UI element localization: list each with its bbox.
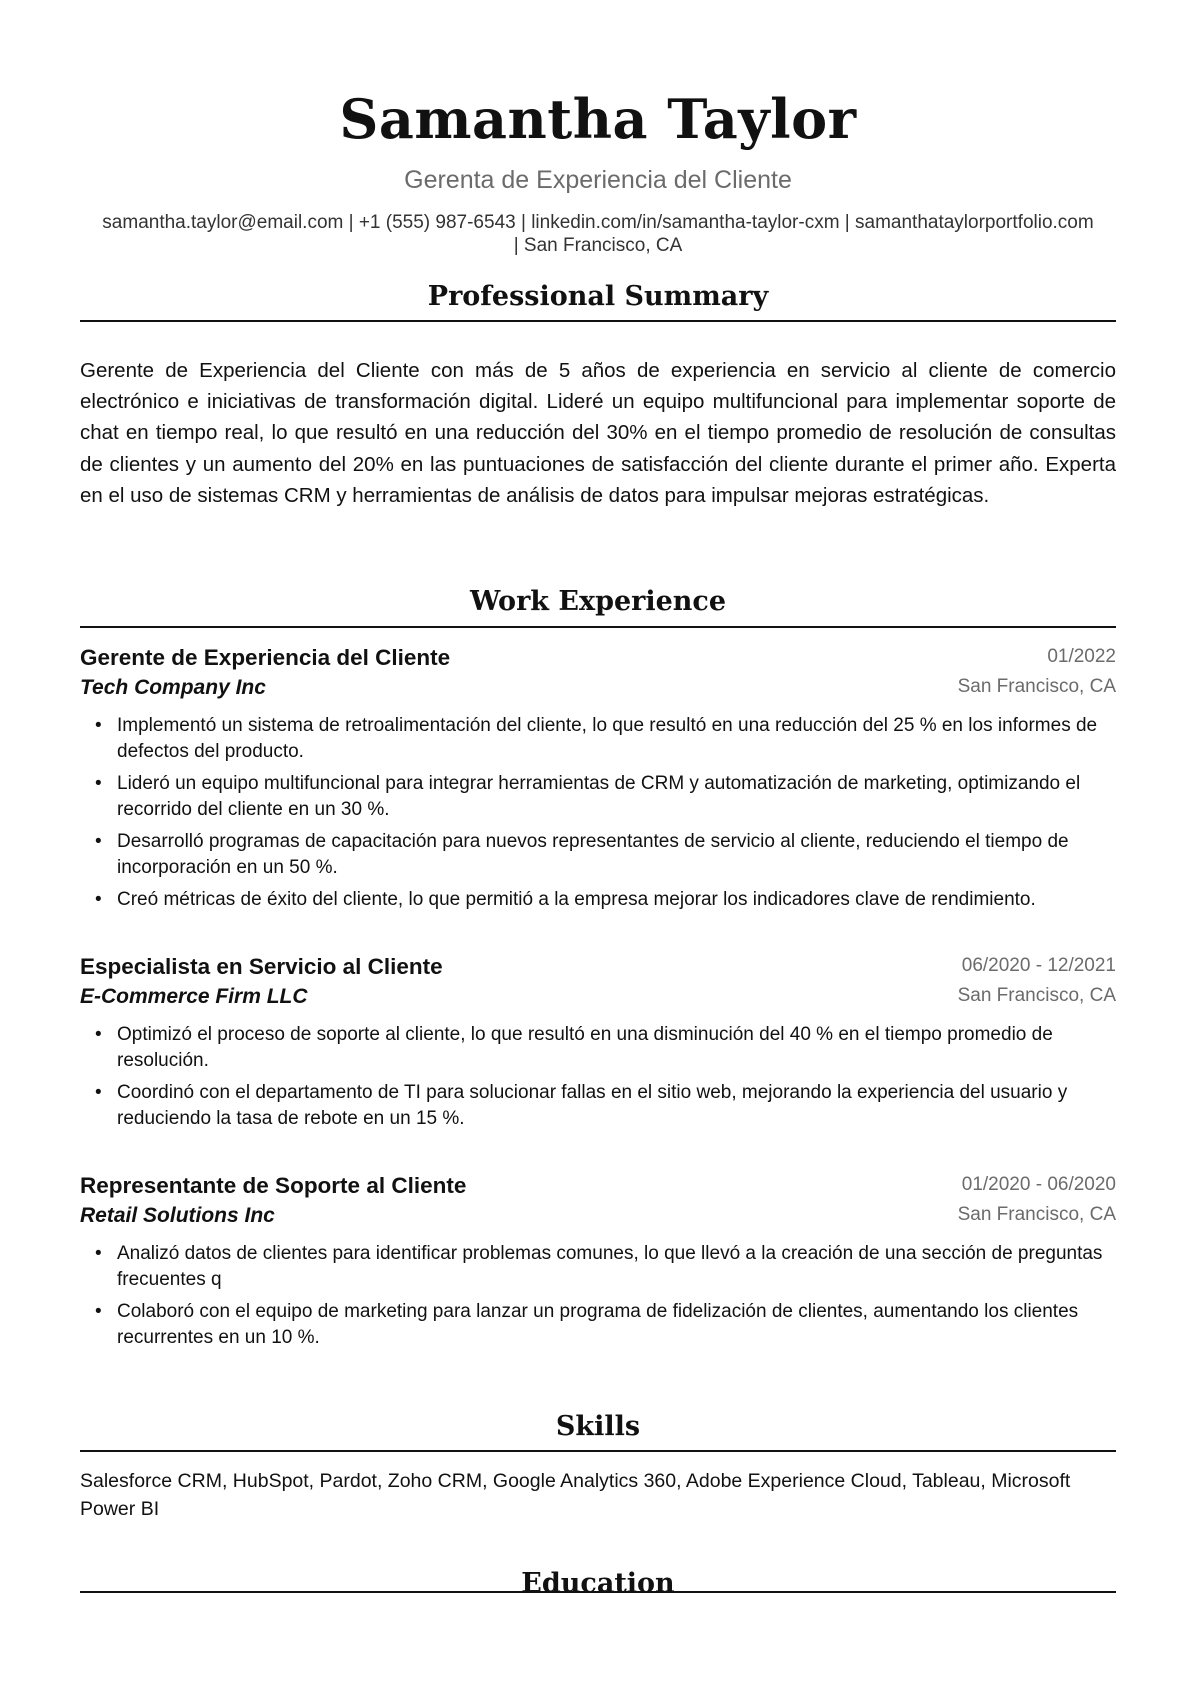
bullet-text: Optimizó el proceso de soporte al cliente, lo que resultó en una disminución del 40 % en el tiempo promedio de resolución. bbox=[117, 1024, 1053, 1071]
job-bullet bbox=[80, 1241, 1116, 1293]
job-date: 06/2020 - 12/2021 bbox=[961, 955, 1116, 976]
section-divider bbox=[80, 1591, 1116, 1593]
job-bullet bbox=[80, 1080, 1116, 1132]
job-location: San Francisco, CA bbox=[957, 1204, 1116, 1225]
job-entry bbox=[80, 1171, 1116, 1357]
job-location: San Francisco, CA bbox=[957, 676, 1116, 697]
section-divider bbox=[80, 626, 1116, 628]
job-date: 01/2022 bbox=[1047, 646, 1116, 667]
bullet-dot-icon: • bbox=[95, 889, 102, 910]
job-bullet bbox=[80, 887, 1116, 913]
job-bullets bbox=[80, 1022, 1116, 1132]
section-title-experience: Work Experience bbox=[469, 586, 727, 617]
contact-info bbox=[80, 211, 1116, 257]
job-title: Especialista en Servicio al Cliente bbox=[80, 954, 443, 979]
section-title-skills: Skills bbox=[555, 1411, 641, 1442]
job-date: 01/2020 - 06/2020 bbox=[961, 1174, 1116, 1195]
bullet-text: Coordinó con el departamento de TI para solucionar fallas en el sitio web, mejorando la experiencia del usuario y reduciendo la tasa de rebote en un 15 %. bbox=[117, 1082, 1068, 1129]
job-bullets bbox=[80, 713, 1116, 913]
candidate-name: Samantha Taylor bbox=[339, 87, 857, 151]
bullet-dot-icon: • bbox=[95, 1024, 102, 1045]
bullet-text: Lideró un equipo multifuncional para integrar herramientas de CRM y automatización de marketing, optimizando el recorrido del cliente en un 30 %. bbox=[117, 773, 1081, 820]
section-divider bbox=[80, 1450, 1116, 1452]
job-bullet bbox=[80, 829, 1116, 881]
candidate-headline: Gerenta de Experiencia del Cliente bbox=[404, 166, 792, 194]
bullet-dot-icon: • bbox=[95, 715, 102, 736]
job-company: E-Commerce Firm LLC bbox=[80, 985, 308, 1008]
job-location: San Francisco, CA bbox=[957, 985, 1116, 1006]
job-title: Representante de Soporte al Cliente bbox=[80, 1173, 467, 1198]
job-bullet bbox=[80, 1299, 1116, 1351]
section-divider bbox=[80, 320, 1116, 322]
bullet-text: Creó métricas de éxito del cliente, lo que permitió a la empresa mejorar los indicadores clave de rendimiento. bbox=[117, 889, 1036, 910]
bullet-dot-icon: • bbox=[95, 1301, 102, 1322]
job-entry bbox=[80, 643, 1116, 919]
section-title-education: Education bbox=[521, 1568, 675, 1599]
job-company: Tech Company Inc bbox=[80, 676, 266, 699]
job-bullet bbox=[80, 771, 1116, 823]
contact-line: | San Francisco, CA bbox=[513, 235, 683, 256]
job-bullet bbox=[80, 713, 1116, 765]
job-bullet bbox=[80, 1022, 1116, 1074]
section-title-summary: Professional Summary bbox=[427, 281, 769, 312]
job-entry bbox=[80, 952, 1116, 1138]
bullet-dot-icon: • bbox=[95, 1243, 102, 1264]
bullet-dot-icon: • bbox=[95, 831, 102, 852]
bullet-text: Implementó un sistema de retroalimentación del cliente, lo que resultó en una reducción del 25 % en los informes de defectos del producto. bbox=[117, 715, 1098, 762]
skills-text: Salesforce CRM, HubSpot, Pardot, Zoho CRM, Google Analytics 360, Adobe Experience Cloud, Tableau, Microsoft Power BI bbox=[80, 1470, 1071, 1520]
job-title: Gerente de Experiencia del Cliente bbox=[80, 645, 451, 670]
bullet-text: Desarrolló programas de capacitación para nuevos representantes de servicio al cliente, reduciendo el tiempo de incorporación en un 50 %. bbox=[117, 831, 1069, 878]
bullet-dot-icon: • bbox=[95, 773, 102, 794]
summary-text: Gerente de Experiencia del Cliente con más de 5 años de experiencia en servicio al cliente de comercio electrónico e iniciativas de transformación digital. Lideré un equipo multifuncional para implementar soporte de chat en tiempo real, lo que resultó en una reducción del 30% en el tiempo promedio de resolución de consultas de clientes y un aumento del 20% en las puntuaciones de satisfacción del cliente durante el primer año. Experta en el uso de sistemas CRM y herramientas de análisis de datos para impulsar mejoras estratégicas. bbox=[80, 359, 1116, 507]
bullet-dot-icon: • bbox=[95, 1082, 102, 1103]
bullet-text: Colaboró con el equipo de marketing para lanzar un programa de fidelización de clientes, aumentando los clientes recurrentes en un 10 %. bbox=[117, 1301, 1079, 1348]
contact-line: samantha.taylor@email.com | +1 (555) 987-6543 | linkedin.com/in/samantha-taylor-cxm | samanthataylorportfolio.com bbox=[102, 212, 1094, 233]
bullet-text: Analizó datos de clientes para identificar problemas comunes, lo que llevó a la creación de una sección de preguntas frecuentes q bbox=[117, 1243, 1103, 1290]
job-bullets bbox=[80, 1241, 1116, 1351]
job-company: Retail Solutions Inc bbox=[80, 1204, 275, 1227]
